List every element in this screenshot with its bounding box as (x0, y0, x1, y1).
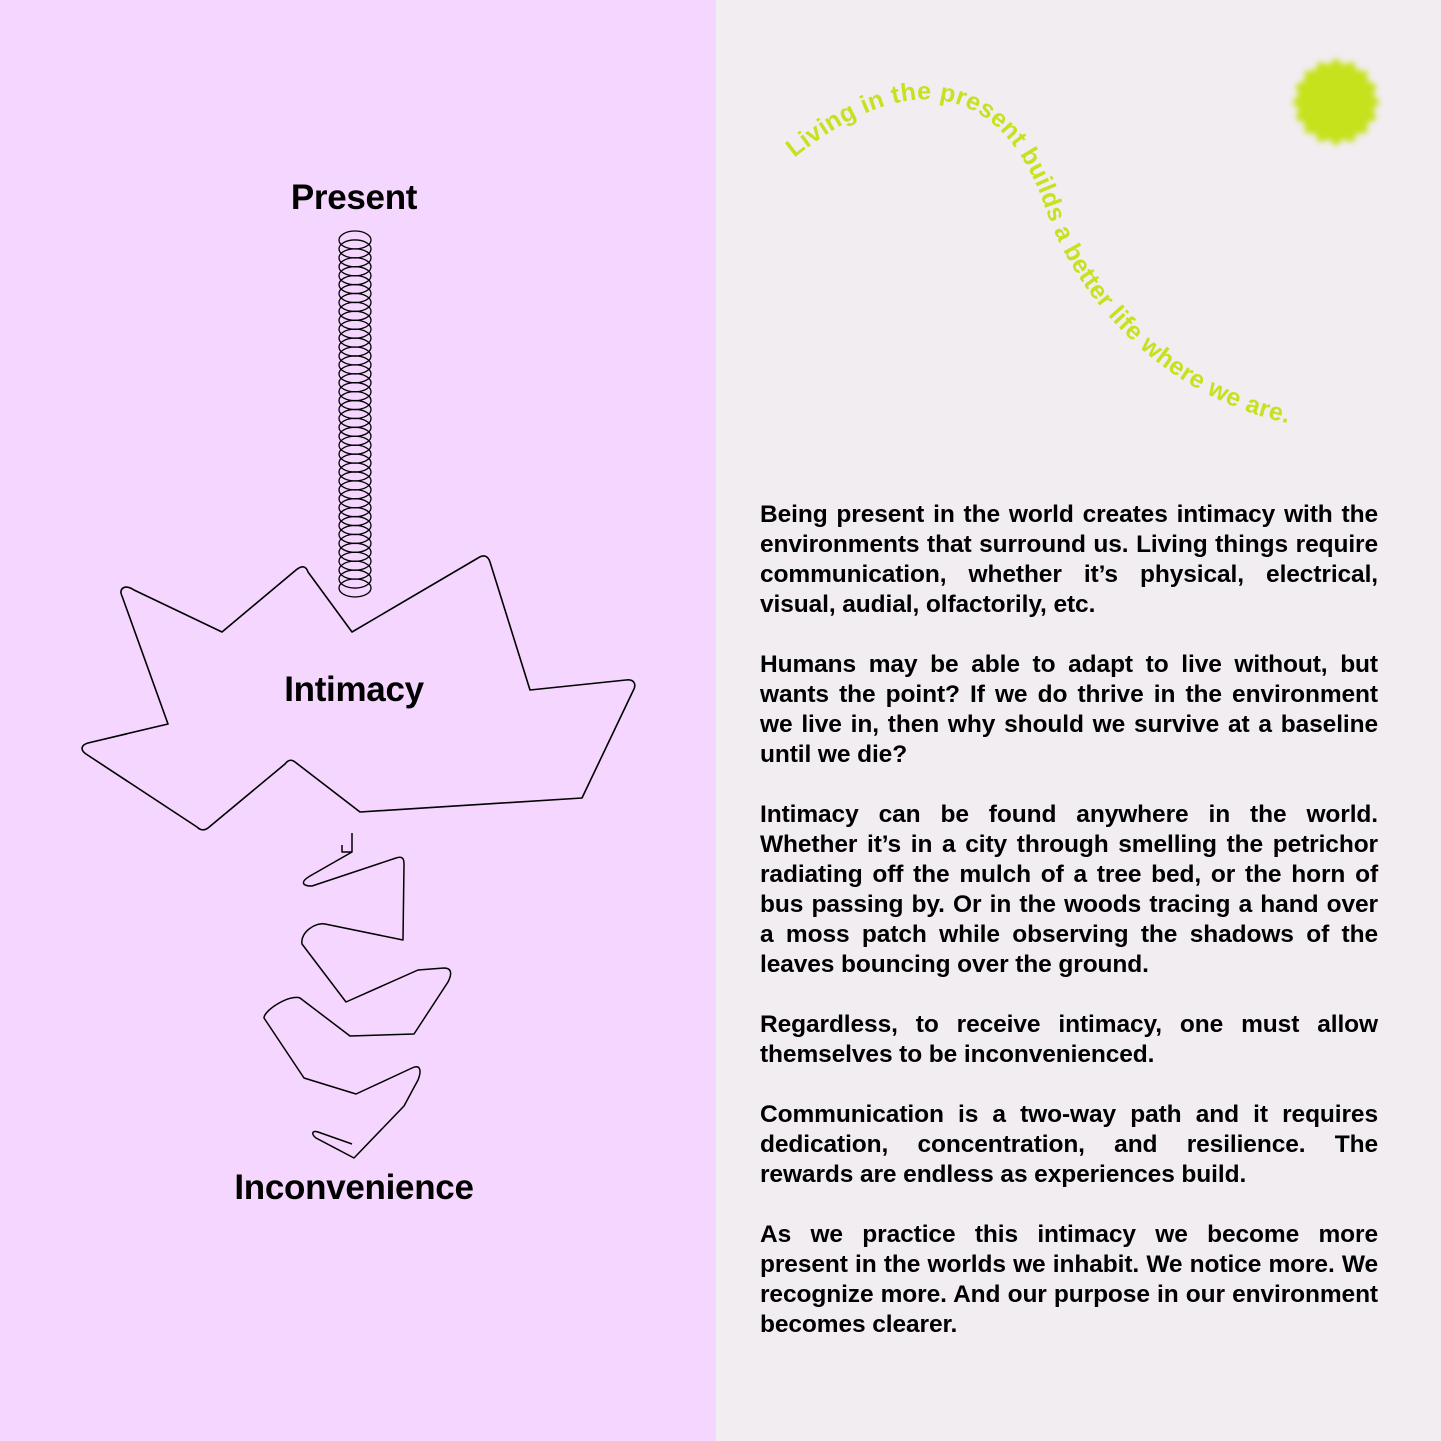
curved-quote-text (781, 77, 1294, 429)
spring-coil-illustration (339, 231, 371, 597)
paragraph-3: Intimacy can be found anywhere in the world. Whether it’s in a city through smelling the petrichor radiating off the mulch of a tree bed, or the horn of bus passing by. Or in the woods tracing a hand over a moss patch while observing the shadows of the leaves bouncing over the ground. (760, 801, 1378, 978)
diagram-label-present: Present (290, 178, 418, 217)
paragraph-1: Being present in the world creates intimacy with the environments that surround us. Living things require communication, whether it’s physical, electrical, visual, audial, olfactorily, etc. (760, 501, 1378, 618)
curved-quote-textpath: Living in the present builds a better life where we are. (780, 77, 1294, 430)
diagram-label-inconvenience: Inconvenience (234, 1168, 474, 1207)
paragraph-2: Humans may be able to adapt to live without, but wants the point? If we do thrive in the environment we live in, then why should we survive at a baseline until we die? (760, 651, 1378, 768)
paragraph-5: Communication is a two-way path and it requires dedication, concentration, and resilience. The rewards are endless as experiences build. (760, 1101, 1378, 1188)
zigzag-ribbon-illustration (264, 833, 451, 1158)
paragraph-4: Regardless, to receive intimacy, one must allow themselves to be inconvenienced. (760, 1011, 1378, 1068)
paragraph-6: As we practice this intimacy we become more present in the worlds we inhabit. We notice more. We recognize more. And our purpose in our environment becomes clearer. (760, 1221, 1378, 1338)
curved-quote-graphic (716, 0, 1441, 480)
sun-icon (1292, 58, 1380, 146)
diagram-label-intimacy: Intimacy (284, 670, 424, 709)
body-text (760, 500, 1378, 1370)
